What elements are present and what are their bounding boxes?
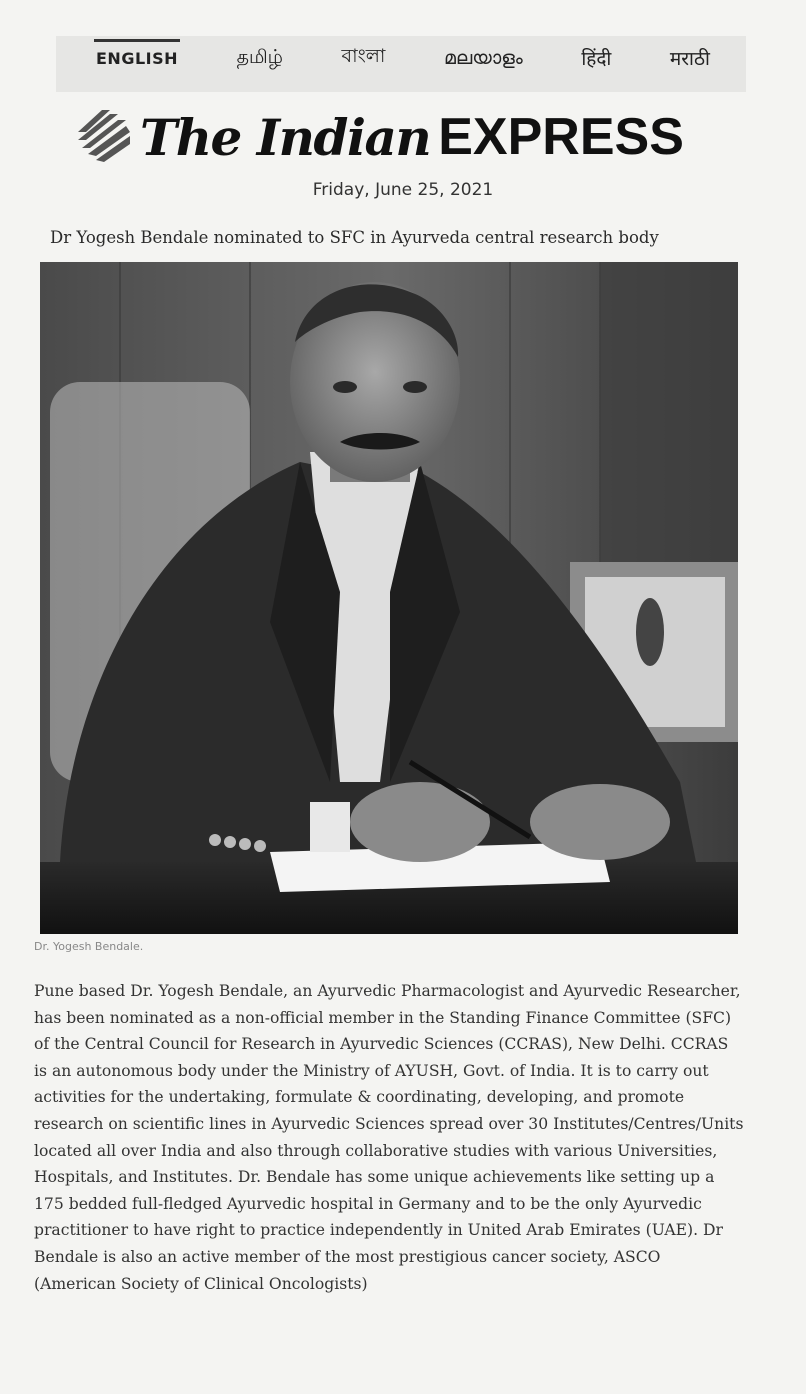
language-bar (56, 36, 746, 92)
lang-bangla-link[interactable]: বাংলা (341, 45, 386, 67)
portrait-image (40, 262, 738, 934)
lang-hindi-link[interactable]: हिंदी (581, 48, 612, 70)
lang-marathi-link[interactable]: मराठी (669, 48, 710, 70)
brand-name-serif: The Indian (140, 107, 431, 167)
lang-tamil-link[interactable]: தமிழ் (236, 45, 283, 68)
photo-caption: Dr. Yogesh Bendale. (34, 940, 144, 953)
masthead[interactable] (74, 98, 734, 176)
lang-english-link[interactable]: ENGLISH (96, 48, 179, 68)
article-headline: Dr Yogesh Bendale nominated to SFC in Ayurveda central research body (50, 228, 659, 247)
publication-date: Friday, June 25, 2021 (312, 180, 494, 200)
brand-name-sans: EXPRESS (438, 108, 684, 166)
article-body: Pune based Dr. Yogesh Bendale, an Ayurvedic Pharmacologist and Ayurvedic Researcher, has been nominated as a non-official member in the Standing Finance Committee (SFC) of the Central Council for Research in Ayurvedic Sciences (CCRAS), New Delhi. CCRAS is an autonomous body under the Ministry of AYUSH, Govt. of India. It is to carry out activities for the undertaking, formulate & coordinating, developing, and promote research on scientific lines in Ayurvedic Sciences spread over 30 Institutes/Centres/Units located all over India and also through collaborative studies with various Universities, Hospitals, and Institutes. Dr. Bendale has some unique achievements like setting up a 175 bedded full-fledged Ayurvedic hospital in Germany and to be the only Ayurvedic practitioner to have right to practice independently in United Arab Emirates (UAE). Dr Bendale is also an active member of the most prestigious cancer society, ASCO (American Society of Clinical Oncologists) (34, 982, 744, 1293)
stacked-stripes-logo-icon (74, 108, 132, 166)
lang-malayalam-link[interactable]: മലയാളം (444, 47, 523, 69)
article-photo (40, 262, 738, 934)
